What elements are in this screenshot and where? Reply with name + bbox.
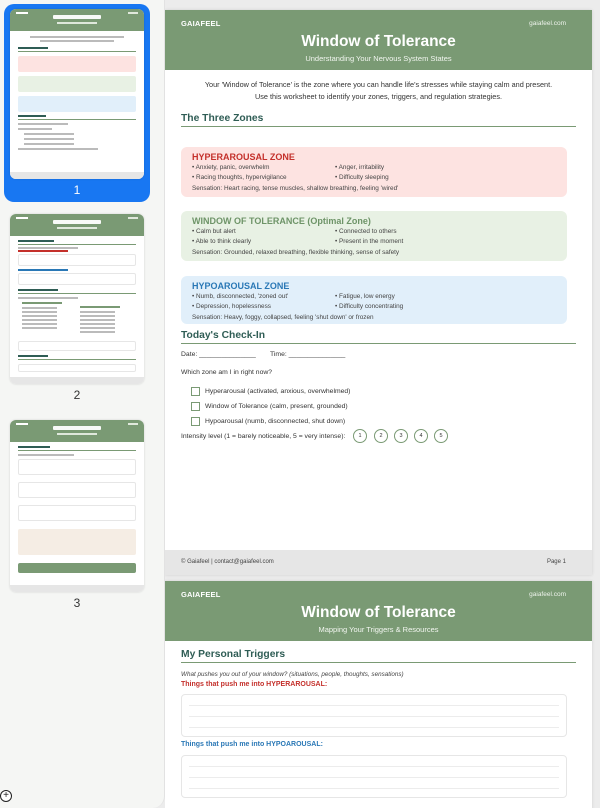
hypoarousal-triggers-label: Things that push me into HYPOAROUSAL: — [181, 741, 323, 748]
plus-glyph: + — [3, 790, 9, 801]
section-title-personal-triggers: My Personal Triggers — [181, 649, 576, 663]
brand-name: GAIAFEEL — [181, 19, 221, 28]
zone-title: HYPERAROUSAL ZONE — [192, 152, 295, 162]
zone-title: HYPOAROUSAL ZONE — [192, 281, 290, 291]
hyperarousal-zone-card — [181, 147, 567, 197]
intensity-option-1[interactable]: 1 — [353, 429, 367, 443]
thumbnail-preview — [10, 420, 144, 592]
brand-name: GAIAFEEL — [181, 590, 221, 599]
zone-title: WINDOW OF TOLERANCE (Optimal Zone) — [192, 216, 371, 226]
zone-item: • Connected to others — [335, 228, 397, 235]
option-label: Hyperarousal (activated, anxious, overwhelmed) — [205, 388, 351, 395]
checkbox-hyperarousal[interactable] — [191, 387, 200, 396]
footer-copyright: © Gaiafeel | contact@gaiafeel.com — [181, 559, 274, 565]
zone-item: • Calm but alert — [192, 228, 236, 235]
zone-item: • Anxiety, panic, overwhelm — [192, 164, 270, 171]
footer-page-number: Page 1 — [546, 559, 566, 565]
zone-item: • Difficulty sleeping — [335, 173, 389, 181]
intensity-option-2[interactable]: 2 — [374, 429, 388, 443]
intro-text — [165, 79, 592, 103]
page-title: Window of Tolerance — [301, 33, 456, 50]
brand-url: gaiafeel.com — [529, 20, 566, 27]
page-number-label: 2 — [73, 388, 81, 402]
page-subtitle: Mapping Your Triggers & Resources — [318, 625, 439, 634]
option-label: Hypoarousal (numb, disconnected, shut down) — [205, 418, 346, 425]
zone-item: • Depression, hopelessness — [192, 302, 271, 310]
zone-item: • Numb, disconnected, 'zoned out' — [192, 293, 289, 300]
page-subtitle: Understanding Your Nervous System States — [305, 54, 452, 63]
triggers-question: What pushes you out of your window? (situations, people, thoughts, sensations) — [181, 671, 404, 678]
zoom-in-icon[interactable] — [0, 790, 12, 802]
thumbnail-preview — [10, 9, 144, 179]
page-thumbnail-2[interactable] — [4, 209, 150, 407]
intro-line-1: Your 'Window of Tolerance' is the zone where you can handle life's stresses while staying calm and present. — [204, 80, 553, 89]
hypoarousal-triggers-input[interactable] — [181, 755, 567, 798]
zone-sensation: Sensation: Heart racing, tense muscles, shallow breathing, feeling 'wired' — [192, 184, 399, 192]
page-number-label: 3 — [73, 596, 81, 610]
zone-item: • Anger, irritability — [335, 164, 385, 171]
page-thumbnail-1[interactable] — [4, 4, 150, 202]
zone-item: • Present in the moment — [335, 237, 404, 245]
section-title-check-in: Today's Check-In — [181, 330, 576, 344]
zone-question: Which zone am I in right now? — [181, 369, 273, 376]
time-field[interactable]: Time: _______________ — [270, 351, 346, 358]
page-footer — [165, 550, 592, 575]
checkbox-window-of-tolerance[interactable] — [191, 402, 200, 411]
zone-item: • Fatigue, low energy — [335, 293, 395, 300]
hyperarousal-triggers-label: Things that push me into HYPERAROUSAL: — [181, 681, 328, 688]
window-of-tolerance-zone-card — [181, 211, 567, 261]
hyperarousal-triggers-input[interactable] — [181, 694, 567, 737]
intensity-option-5[interactable]: 5 — [434, 429, 448, 443]
zone-sensation: Sensation: Grounded, relaxed breathing, flexible thinking, sense of safety — [192, 248, 400, 256]
thumbnail-preview — [10, 214, 144, 384]
brand-url: gaiafeel.com — [529, 591, 566, 598]
hypoarousal-zone-card — [181, 276, 567, 324]
page-number-label: 1 — [73, 183, 81, 197]
page-header — [165, 581, 592, 641]
page-thumbnail-sidebar — [0, 0, 165, 808]
page-thumbnail-3[interactable] — [4, 415, 150, 615]
intensity-option-4[interactable]: 4 — [414, 429, 428, 443]
page-header — [165, 10, 592, 70]
page-2 — [165, 581, 592, 808]
section-title-three-zones: The Three Zones — [181, 113, 576, 127]
zone-item: • Difficulty concentrating — [335, 302, 404, 310]
date-field[interactable]: Date: _______________ — [181, 351, 256, 358]
page-1 — [165, 10, 592, 575]
zone-sensation: Sensation: Heavy, foggy, collapsed, feeling 'shut down' or frozen — [192, 313, 374, 321]
intensity-label: Intensity level (1 = barely noticeable, 5 = very intense): — [181, 433, 346, 440]
page-title: Window of Tolerance — [301, 604, 456, 621]
intensity-option-3[interactable]: 3 — [394, 429, 408, 443]
checkbox-hypoarousal[interactable] — [191, 417, 200, 426]
intro-line-2: Use this worksheet to identify your zones, triggers, and regulation strategies. — [254, 92, 502, 101]
zone-item: • Racing thoughts, hypervigilance — [192, 173, 287, 181]
zone-item: • Able to think clearly — [192, 237, 252, 245]
document-viewer[interactable] — [165, 0, 600, 808]
option-label: Window of Tolerance (calm, present, grounded) — [205, 403, 348, 410]
